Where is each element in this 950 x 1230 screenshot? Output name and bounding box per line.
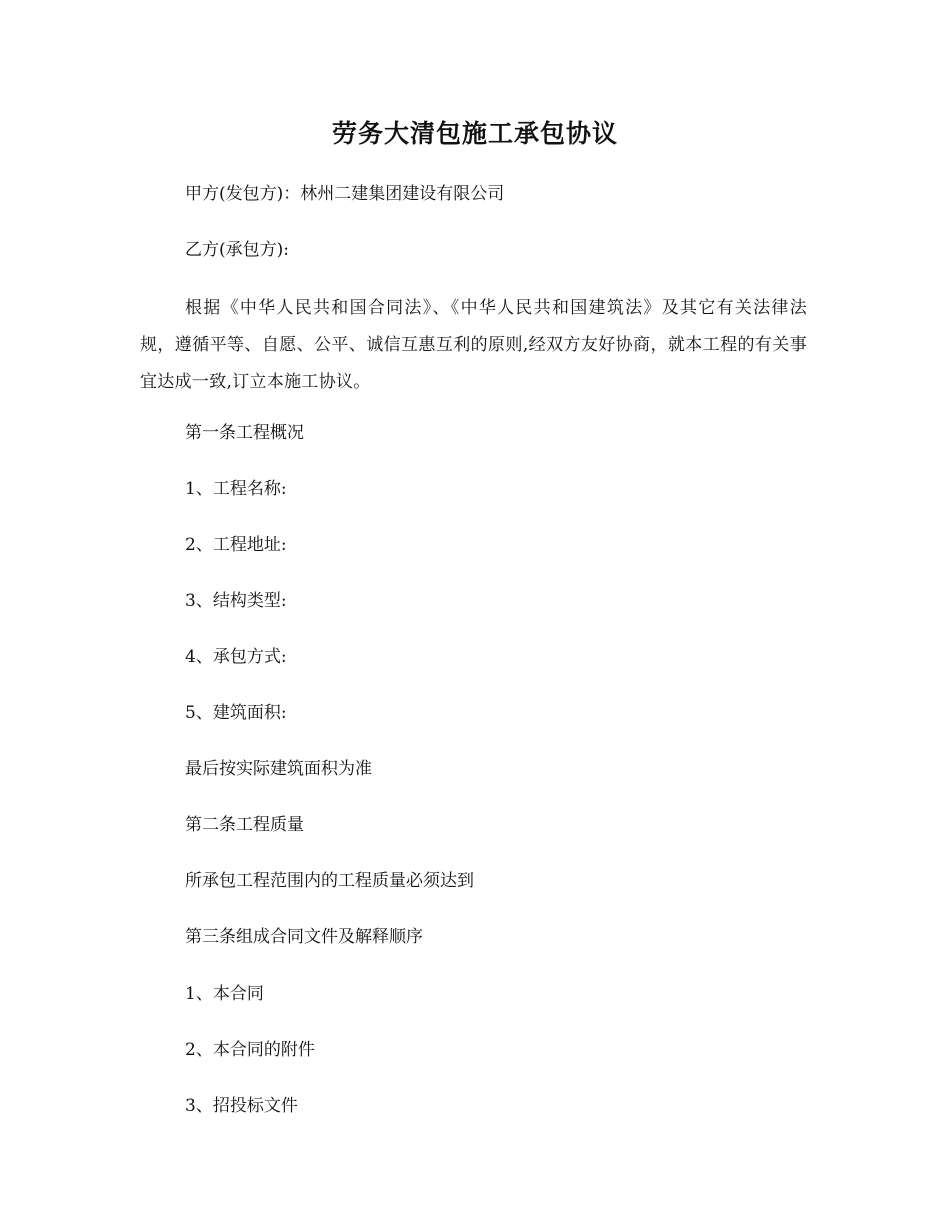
party-a-line: 甲方(发包方)：林州二建集团建设有限公司 — [185, 184, 505, 204]
article3-item-3: 3、招投标文件 — [185, 1096, 298, 1116]
preamble-paragraph: 根据《中华人民共和国合同法》、《中华人民共和国建筑法》及其它有关法律法规，遵循平等、自愿、公平、诚信互惠互利的原则,经双方友好协商，就本工程的有关事宜达成一致,订立本施工协议。 — [140, 298, 807, 392]
document-title: 劳务大清包施工承包协议 — [331, 119, 618, 148]
article1-item-2: 2、工程地址: — [185, 535, 287, 555]
article1-heading: 第一条工程概况 — [185, 423, 304, 443]
article1-item-4: 4、承包方式: — [185, 647, 287, 667]
article1-item-5: 5、建筑面积: — [185, 703, 287, 723]
article3-item-1: 1、本合同 — [185, 984, 264, 1004]
article2-text: 所承包工程范围内的工程质量必须达到 — [185, 871, 474, 891]
article2-heading: 第二条工程质量 — [185, 815, 304, 835]
article3-heading: 第三条组成合同文件及解释顺序 — [185, 927, 423, 947]
article3-item-2: 2、本合同的附件 — [185, 1040, 315, 1060]
article1-note: 最后按实际建筑面积为准 — [185, 759, 372, 779]
article1-item-1: 1、工程名称: — [185, 479, 287, 499]
party-b-line: 乙方(承包方): — [185, 240, 289, 260]
article1-item-3: 3、结构类型: — [185, 591, 287, 611]
